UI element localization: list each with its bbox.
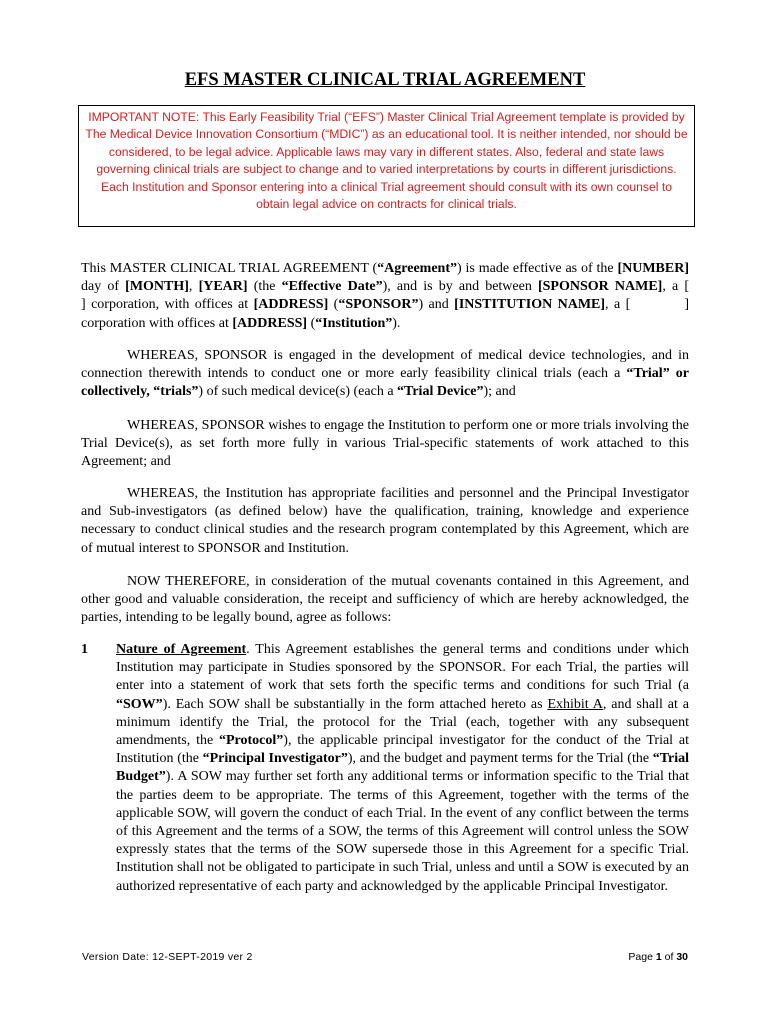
intro-placeholder: [NUMBER] bbox=[617, 261, 689, 276]
intro-paragraph bbox=[81, 260, 724, 333]
intro-placeholder: [MONTH] bbox=[125, 279, 189, 295]
page-of: of bbox=[661, 951, 677, 963]
intro-text: ). bbox=[392, 315, 401, 331]
whereas-text: WHEREAS, SPONSOR is engaged in the development of medical device technologies, and in connection therewith intends to conduct one or more early feasibility clinical trials (each a bbox=[81, 348, 689, 382]
intro-text: , bbox=[188, 279, 199, 295]
intro-text: , a [ ] corporation, with offices at bbox=[81, 279, 724, 313]
intro-text: ) is made effective as of the bbox=[457, 261, 618, 276]
page-number bbox=[628, 951, 688, 963]
intro-term: “Agreement” bbox=[377, 261, 457, 276]
intro-text: ( bbox=[307, 315, 316, 331]
section-number: 1 bbox=[81, 642, 88, 657]
page-current: 1 bbox=[655, 951, 662, 963]
intro-term: “Institution” bbox=[315, 315, 393, 331]
intro-text: This MASTER CLINICAL TRIAL AGREEMENT ( bbox=[81, 261, 378, 276]
whereas-text: WHEREAS, the Institution has appropriate facilities and personnel and the Principal Investigator and Sub-investigators (as defined below) have the qualification, training, knowledge and experience necessary to conduct clinical studies and the research program contemplated by this Agreement, which are of mutual interest to SPONSOR and Institution. bbox=[81, 486, 689, 556]
now-therefore-paragraph bbox=[81, 573, 689, 628]
whereas-paragraph-3 bbox=[81, 485, 689, 558]
now-therefore-text: NOW THEREFORE, in consideration of the mutual covenants contained in this Agreement, and other good and valuable consideration, the receipt and sufficiency of which are hereby acknowledged, the parties, intending to be legally bound, agree as follows: bbox=[81, 574, 689, 626]
section-text: , and shall at a minimum identify the Trial, the protocol for the Trial (each, together with any subsequent amendments, the bbox=[116, 696, 689, 749]
section-heading: Nature of Agreement bbox=[116, 642, 247, 657]
whereas-text: ) of such medical device(s) (each a bbox=[198, 384, 398, 400]
intro-text: , a [ ] corporation with offices at bbox=[81, 297, 693, 331]
intro-placeholder: [ADDRESS] bbox=[232, 315, 308, 331]
page-label: Page bbox=[628, 951, 656, 963]
intro-text: ), and is by and between bbox=[382, 279, 538, 295]
section-text: ), the applicable principal investigator for the conduct of the Trial at Institution (the bbox=[116, 733, 689, 767]
whereas-paragraph-2 bbox=[81, 417, 689, 472]
section-body bbox=[116, 641, 689, 896]
important-note-text: IMPORTANT NOTE: This Early Feasibility Trial (“EFS”) Master Clinical Trial Agreement template is provided by The Medical Device Innovation Consortium (“MDIC”) as an educational tool. It is neither intended, nor should be considered, to be legal advice. Applicable laws may vary in different states. Also, federal and state laws governing clinical trials are subject to change and to varied interpretations by courts in different jurisdictions. Each Institution and Sponsor entering into a clinical Trial agreement should consult with its own counsel to obtain legal advice on contracts for clinical trials. bbox=[85, 110, 688, 212]
whereas-term: “Trial” or collectively, “trials” bbox=[81, 366, 689, 400]
whereas-paragraph-1 bbox=[81, 347, 689, 402]
whereas-term: “Trial Device” bbox=[397, 384, 484, 400]
section-term: “Protocol” bbox=[219, 733, 284, 749]
section-text: ). A SOW may further set forth any additional terms or information specific to the Trial that the parties deem to be appropriate. The terms of this Agreement, together with the terms of the applicable SOW, will govern the conduct of each Trial. In the event of any conflict between the terms of this Agreement and the terms of a SOW, the terms of this Agreement will control unless the SOW expressly states that the terms of the SOW supersede those in this Agreement for a specific Trial. Institution shall not be obligated to participate in such Trial, unless and until a SOW is executed by an authorized representative of each party and acknowledged by the applicable Principal Investigator. bbox=[116, 769, 689, 894]
section-term: “Principal Investigator” bbox=[202, 751, 348, 767]
section-term: “SOW” bbox=[116, 696, 163, 712]
whereas-text: WHEREAS, SPONSOR wishes to engage the Institution to perform one or more trials involving the Trial Device(s), as set forth more fully in various Trial-specific statements of work attached to this Agreement; and bbox=[81, 418, 689, 470]
important-note-box bbox=[78, 105, 695, 227]
section-term: “Trial Budget” bbox=[116, 751, 690, 785]
section-text: . This Agreement establishes the general terms and conditions under which Institution may participate in Studies sponsored by the SPONSOR. For each Trial, the parties will enter into a statement of work that sets forth the specific terms and conditions for such Trial (a bbox=[116, 642, 690, 694]
intro-text: ( bbox=[328, 297, 339, 313]
intro-term: “Effective Date” bbox=[281, 279, 383, 295]
intro-text: (the bbox=[247, 279, 282, 295]
exhibit-reference: Exhibit A bbox=[547, 696, 603, 712]
page-total: 30 bbox=[676, 951, 688, 963]
intro-placeholder: [INSTITUTION NAME] bbox=[454, 297, 606, 313]
intro-text: day of bbox=[81, 279, 126, 295]
section-text: ), and the budget and payment terms for the Trial (the bbox=[347, 751, 653, 767]
intro-term: “SPONSOR” bbox=[338, 297, 419, 313]
version-date: Version Date: 12-SEPT-2019 ver 2 bbox=[82, 951, 253, 963]
intro-placeholder: [SPONSOR NAME] bbox=[537, 279, 663, 295]
whereas-text: ); and bbox=[483, 384, 516, 400]
intro-placeholder: [YEAR] bbox=[198, 279, 248, 295]
intro-placeholder: [ADDRESS] bbox=[253, 297, 329, 313]
intro-text: ) and bbox=[418, 297, 455, 313]
document-title: EFS MASTER CLINICAL TRIAL AGREEMENT bbox=[184, 70, 586, 90]
section-text: ). Each SOW shall be substantially in the form attached hereto as bbox=[162, 696, 548, 712]
